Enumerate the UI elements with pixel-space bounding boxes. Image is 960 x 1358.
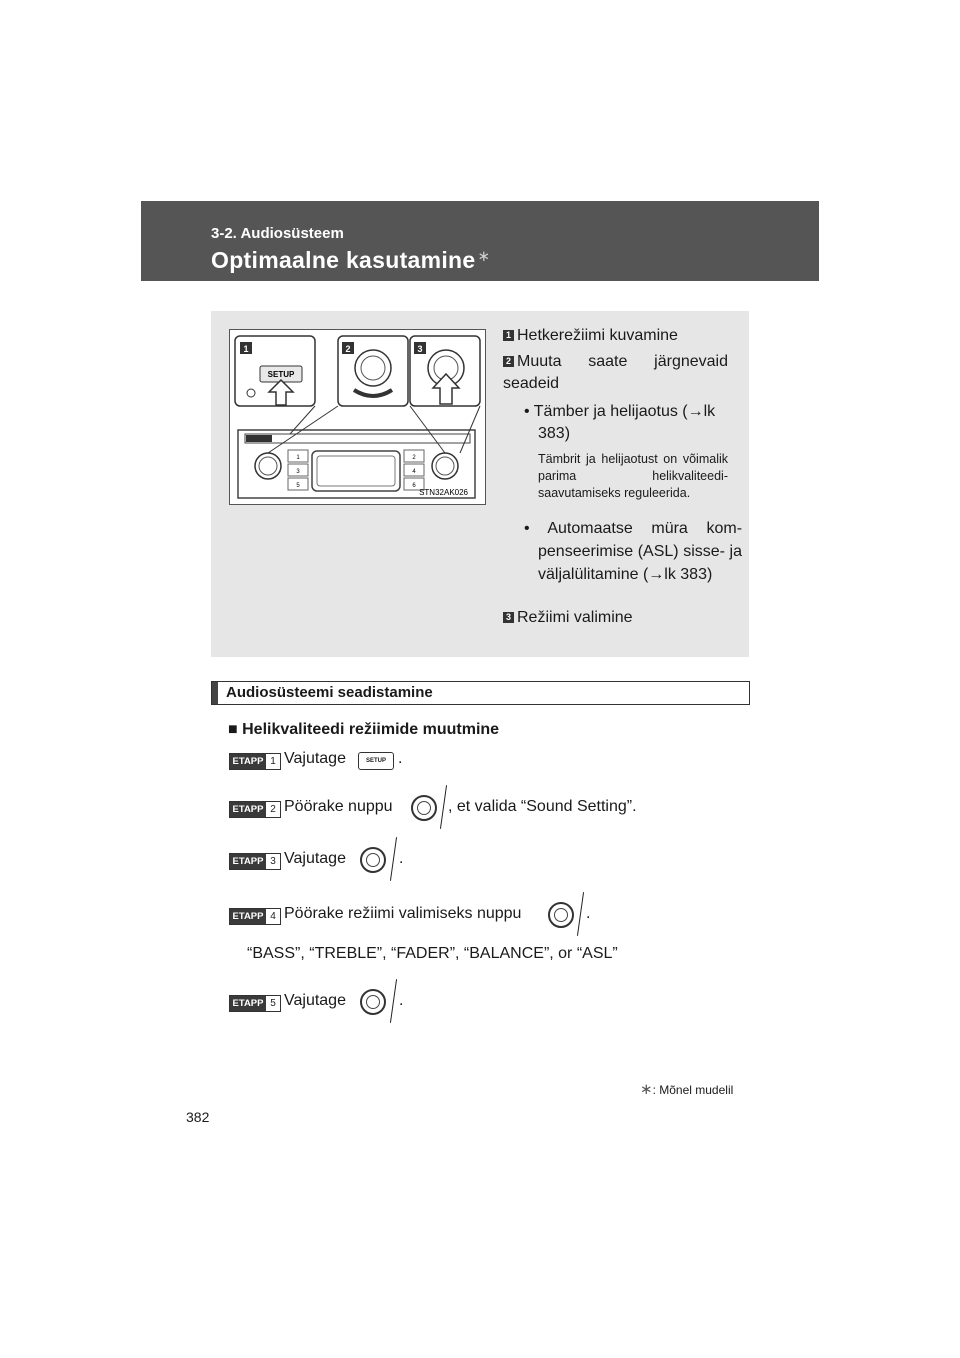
legend-item-1 — [503, 325, 728, 347]
legend-bullet-2-text: Automaatse müra kompenseerimise (ASL) sisse- ja väljalülitamine (→lk 383) — [538, 520, 743, 583]
callout-1: 1 — [243, 344, 249, 354]
step-badge-5 — [229, 995, 281, 1012]
step-2-end: , et valida “Sound Setting”. — [448, 798, 637, 815]
section-accent — [212, 682, 218, 704]
step-4-end: . — [586, 905, 591, 922]
step-number: 5 — [266, 996, 280, 1011]
step-number: 3 — [266, 854, 280, 869]
legend-bullet-1: • Tämber ja helijaotus (→lk 383) — [524, 403, 716, 442]
callout-3: 3 — [417, 344, 423, 354]
legend-item-3-text: Režiimi valimine — [517, 609, 633, 626]
legend-item-2 — [503, 351, 728, 395]
preset-5: 5 — [296, 483, 300, 489]
page-title — [211, 247, 490, 274]
step-4-text: Pöörake režiimi valimiseks nuppu — [284, 905, 522, 922]
info-box — [211, 311, 749, 657]
legend-bullet-1-text: Tämber ja helijaotus (→lk 383) — [533, 403, 716, 442]
mode-options: “BASS”, “TREBLE”, “FADER”, “BALANCE”, or “ASL” — [247, 945, 618, 962]
step-1-end: . — [398, 750, 403, 767]
step-number: 4 — [266, 909, 280, 924]
preset-2: 2 — [412, 455, 416, 461]
preset-6: 6 — [412, 483, 416, 489]
title-footnote-mark: ∗ — [477, 248, 491, 265]
legend-item-3 — [503, 607, 728, 629]
subheading-text: Helikvaliteedi režiimide muutmine — [242, 721, 500, 738]
preset-3: 3 — [296, 469, 300, 475]
step-3-end: . — [399, 850, 404, 867]
page-number: 382 — [186, 1109, 210, 1125]
legend-item-2-text: Muuta saate järgnevaid seadeid — [503, 353, 728, 392]
legend-bullet-1-note: Tämbrit ja helijaotust on võimalik parima helikvaliteedisaavutamiseks reguleerida. — [538, 452, 728, 500]
step-word: ETAPP — [230, 754, 266, 769]
section-heading-bar — [211, 681, 750, 705]
knob-leader-line — [440, 785, 447, 829]
footnote-text: : Mõnel mudelil — [652, 1083, 734, 1097]
footnote — [640, 1080, 733, 1098]
knob-leader-line — [577, 892, 584, 936]
legend-number-2: 2 — [503, 356, 514, 367]
step-5-end: . — [399, 992, 404, 1009]
footnote-mark: ∗ — [640, 1081, 653, 1098]
preset-1: 1 — [296, 455, 300, 461]
callout-2: 2 — [345, 344, 351, 354]
knob-icon — [548, 902, 574, 928]
step-number: 1 — [266, 754, 280, 769]
knob-icon — [411, 795, 437, 821]
knob-leader-line — [390, 979, 397, 1023]
setup-button-icon: SETUP — [358, 752, 394, 770]
section-label: 3-2. Audiosüsteem — [211, 225, 344, 242]
step-1-text: Vajutage — [284, 750, 346, 767]
step-2-text: Pöörake nuppu — [284, 798, 393, 815]
legend-item-1-text: Hetkerežiimi kuvamine — [517, 327, 678, 344]
legend-number-3: 3 — [503, 612, 514, 623]
figure-code: STN32AK026 — [419, 488, 468, 497]
step-word: ETAPP — [230, 996, 266, 1011]
setup-button-label: SETUP — [267, 370, 295, 379]
knob-icon — [360, 847, 386, 873]
knob-leader-line — [390, 837, 397, 881]
subheading — [228, 721, 499, 739]
step-number: 2 — [266, 802, 280, 817]
section-title: Audiosüsteemi seadistamine — [226, 684, 433, 701]
knob-icon — [360, 989, 386, 1015]
audio-unit-figure — [229, 329, 486, 505]
audio-unit-illustration — [230, 330, 485, 504]
page-header — [141, 201, 819, 281]
step-word: ETAPP — [230, 854, 266, 869]
step-word: ETAPP — [230, 909, 266, 924]
preset-4: 4 — [412, 469, 416, 475]
step-5-text: Vajutage — [284, 992, 346, 1009]
step-badge-2 — [229, 801, 281, 818]
legend-bullet-2: • Automaatse müra kompenseerimise (ASL) sisse- ja väljalülitamine (→lk 383) — [524, 520, 743, 583]
page-title-text: Optimaalne kasutamine — [211, 247, 476, 273]
square-bullet-icon: ■ — [228, 721, 243, 738]
step-badge-1 — [229, 753, 281, 770]
step-badge-4 — [229, 908, 281, 925]
step-3-text: Vajutage — [284, 850, 346, 867]
step-badge-3 — [229, 853, 281, 870]
step-word: ETAPP — [230, 802, 266, 817]
legend-number-1: 1 — [503, 330, 514, 341]
